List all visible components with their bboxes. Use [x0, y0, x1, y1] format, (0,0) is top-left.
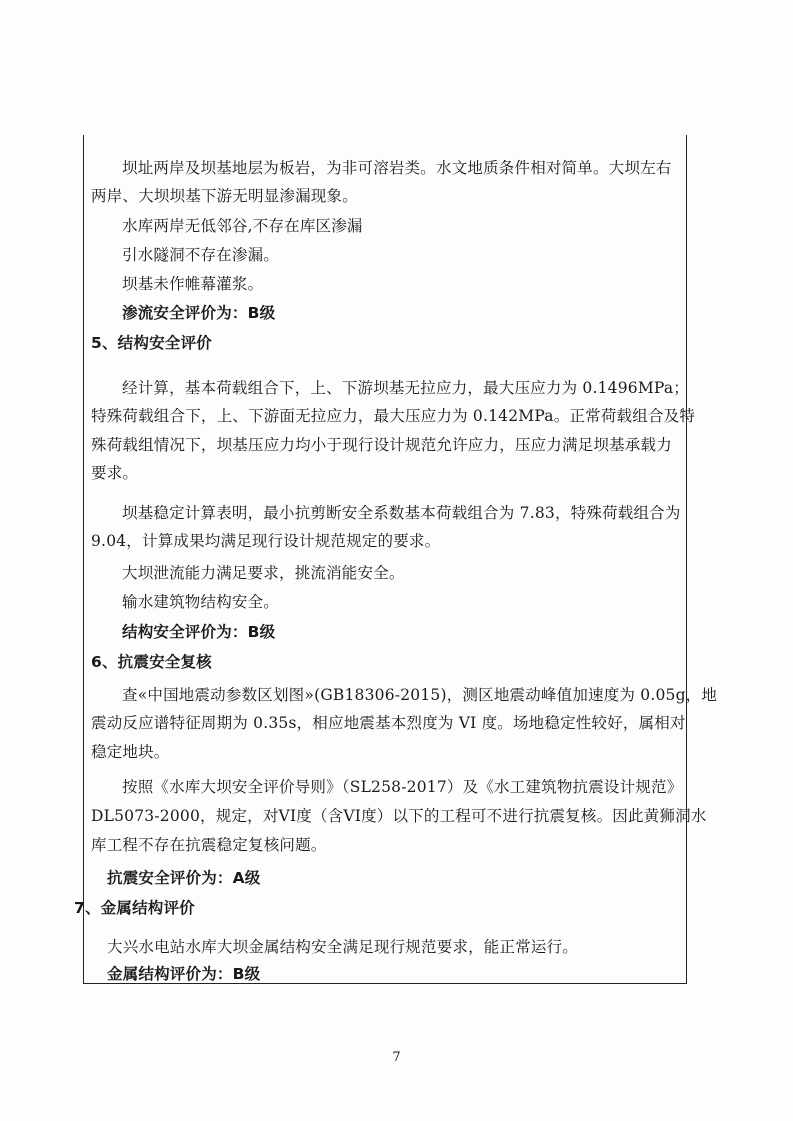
paragraph-line: 两岸、大坝坝基下游无明显渗漏现象。	[91, 187, 358, 205]
paragraph-line: 按照《水库大坝安全评价导则》（SL258-2017）及《水工建筑物抗震设计规范》	[122, 778, 683, 796]
section-heading: 5、结构安全评价	[91, 334, 212, 352]
paragraph-line: 特殊荷载组合下，上、下游面无拉应力，最大压应力为 0.142MPa。正常荷载组合及特	[91, 407, 696, 425]
section-heading: 7、金属结构评价	[74, 899, 195, 917]
section-heading: 渗流安全评价为：B级	[122, 304, 276, 322]
paragraph-line: 要求。	[91, 464, 139, 482]
paragraph-line: 稳定地块。	[91, 743, 170, 761]
paragraph-line: DL5073-2000，规定，对VI度（含VI度）以下的工程可不进行抗震复核。因此黄狮洞水	[91, 807, 707, 825]
paragraph-line: 查«中国地震动参数区划图»(GB18306-2015)，测区地震动峰值加速度为 0.05g，地	[122, 686, 718, 704]
paragraph-line: 库工程不存在抗震稳定复核问题。	[91, 836, 327, 854]
paragraph-line: 经计算，基本荷载组合下，上、下游坝基无拉应力，最大压应力为 0.1496MPa；	[122, 379, 690, 397]
paragraph-line: 坝基未作帷幕灌浆。	[122, 275, 264, 293]
section-heading: 金属结构评价为：B级	[107, 965, 261, 983]
section-heading: 抗震安全评价为：A级	[107, 869, 261, 887]
paragraph-line: 引水隧洞不存在渗漏。	[122, 246, 280, 264]
paragraph-line: 坝基稳定计算表明，最小抗剪断安全系数基本荷载组合为 7.83，特殊荷载组合为	[122, 504, 681, 522]
paragraph-line: 殊荷载组情况下，坝基压应力均小于现行设计规范允许应力，压应力满足坝基承载力	[91, 436, 672, 454]
section-heading: 结构安全评价为：B级	[122, 623, 276, 641]
page-number: 7	[392, 1050, 401, 1065]
paragraph-line: 大兴水电站水库大坝金属结构安全满足现行规范要求，能正常运行。	[107, 938, 579, 956]
paragraph-line: 大坝泄流能力满足要求，挑流消能安全。	[122, 564, 405, 582]
paragraph-line: 震动反应谱特征周期为 0.35s，相应地震基本烈度为 VI 度。场地稳定性较好，属相对	[91, 714, 686, 732]
paragraph-line: 水库两岸无低邻谷,不存在库区渗漏	[122, 217, 363, 235]
paragraph-line: 坝址两岸及坝基地层为板岩，为非可溶岩类。水文地质条件相对简单。大坝左右	[122, 159, 672, 177]
paragraph-line: 9.04，计算成果均满足现行设计规范规定的要求。	[91, 532, 441, 550]
paragraph-line: 输水建筑物结构安全。	[122, 593, 280, 611]
section-heading: 6、抗震安全复核	[91, 653, 212, 671]
